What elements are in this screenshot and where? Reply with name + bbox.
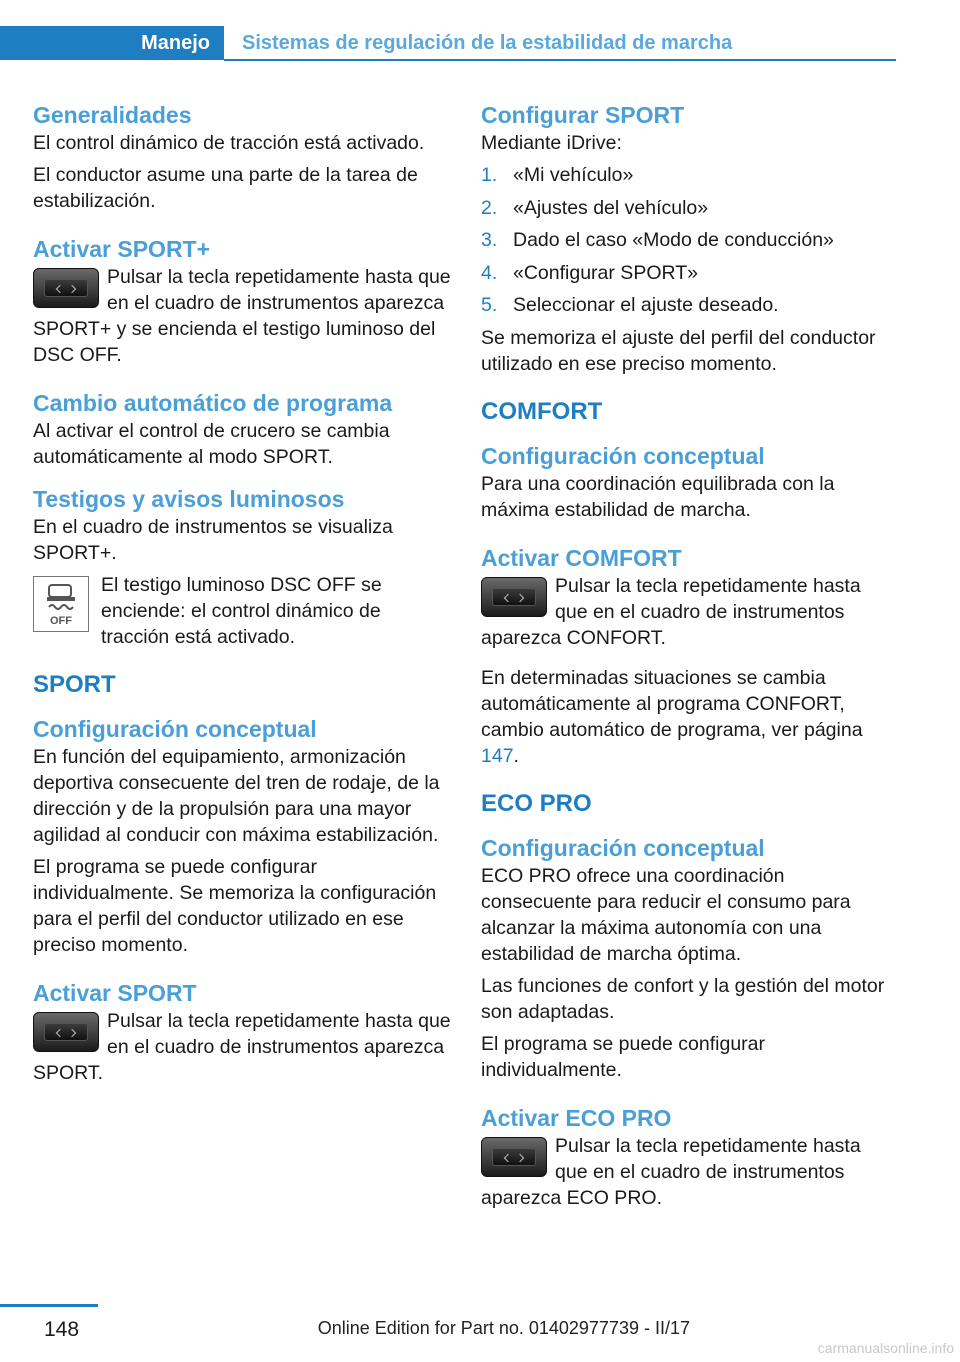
driving-mode-button-icon — [481, 577, 547, 617]
heading-comfort: COMFORT — [481, 397, 603, 425]
heading-activar-sport-plus: Activar SPORT+ — [33, 236, 211, 262]
right-column — [481, 100, 897, 1211]
heading-configurar-sport: Configurar SPORT — [481, 102, 685, 128]
paragraph: En función del equipamiento, armonización deportiva consecuente del tren de rodaje, de la dirección y de la propulsión para una mayor agilidad al conducir con máxima estabilización. — [33, 746, 440, 846]
paragraph: Mediante iDrive: — [481, 132, 622, 154]
driving-mode-button-icon — [33, 268, 99, 308]
heading-sport: SPORT — [33, 671, 116, 698]
section-tab: Manejo — [0, 26, 224, 60]
list-item: 1. «Mi vehículo» — [481, 164, 634, 186]
list-item: 3. Dado el caso «Modo de conducción» — [481, 229, 834, 251]
paragraph: En el cuadro de instrumentos se visualiza SPORT+. — [33, 516, 393, 564]
heading-testigos: Testigos y avisos luminosos — [33, 486, 345, 512]
watermark: carmanualsonline.info — [817, 1340, 954, 1356]
paragraph: El control dinámico de tracción está activado. — [33, 132, 425, 154]
heading-configuracion-eco-pro: Configuración conceptual — [481, 834, 765, 861]
chapter-title: Sistemas de regulación de la estabilidad de marcha — [242, 32, 733, 54]
heading-cambio-automatico: Cambio automático de programa — [33, 390, 393, 416]
instruction-block — [481, 573, 897, 651]
dsc-off-icon-label: OFF — [50, 615, 72, 627]
heading-generalidades: Generalidades — [33, 102, 192, 128]
paragraph: El testigo luminoso DSC OFF se enciende: el control dinámico de tracción está activado. — [101, 574, 382, 648]
driving-mode-button-icon — [481, 1137, 547, 1177]
steps-list — [481, 162, 897, 318]
instruction-block — [33, 1008, 451, 1086]
paragraph: Pulsar la tecla repetidamente hasta que en el cuadro de instrumentos aparezca ECO PRO. — [481, 1134, 861, 1209]
paragraph: El conductor asume una parte de la tarea de estabilización. — [33, 164, 418, 212]
paragraph: Al activar el control de crucero se cambia automáticamente al modo SPORT. — [33, 420, 390, 468]
left-column — [33, 100, 451, 1086]
list-item: 5. Seleccionar el ajuste deseado. — [481, 294, 779, 316]
paragraph: Se memoriza el ajuste del perfil del conductor utilizado en ese preciso momento. — [481, 326, 876, 375]
heading-configuracion-sport: Configuración conceptual — [33, 716, 317, 742]
indicator-block — [33, 572, 451, 650]
paragraph: El programa se puede configurar individualmente. Se memoriza la configuración para el perfil del conductor utilizado en ese preciso momento. — [33, 856, 437, 956]
heading-eco-pro: ECO PRO — [481, 789, 592, 817]
page-reference-link[interactable]: 147 — [481, 744, 514, 767]
instruction-block — [481, 1133, 897, 1211]
paragraph: Pulsar la tecla repetidamente hasta que en el cuadro de instrumentos aparezca CONFORT. — [481, 574, 861, 649]
paragraph: Pulsar la tecla repetidamente hasta que en el cuadro de instrumentos aparezca SPORT+ y se encienda el testigo luminoso del DSC OFF. — [33, 266, 451, 366]
edition-note: Online Edition for Part no. 01402977739 - II/17 — [317, 1318, 690, 1338]
instruction-block — [33, 264, 451, 368]
footer-rule — [0, 1304, 98, 1307]
page-header — [0, 26, 896, 62]
paragraph: En determinadas situaciones se cambia automáticamente al programa CONFORT, cambio automático de programa, ver página 147. — [481, 666, 863, 767]
paragraph: Las funciones de confort y la gestión del motor son adaptadas. — [481, 974, 885, 1023]
heading-configuracion-comfort: Configuración conceptual — [481, 442, 765, 469]
page-number: 148 — [44, 1318, 80, 1341]
paragraph: El programa se puede configurar individualmente. — [481, 1032, 765, 1081]
driving-mode-button-icon — [33, 1012, 99, 1052]
paragraph: Pulsar la tecla repetidamente hasta que en el cuadro de instrumentos aparezca SPORT. — [33, 1010, 451, 1084]
list-item: 4. «Configurar SPORT» — [481, 261, 698, 284]
heading-activar-comfort: Activar COMFORT — [481, 544, 682, 571]
heading-activar-eco-pro: Activar ECO PRO — [481, 1104, 672, 1131]
paragraph: ECO PRO ofrece una coordinación consecuente para reducir el consumo para alcanzar la máxima autonomía con una estabilidad de marcha óptima. — [481, 864, 851, 965]
header-rule — [224, 59, 896, 61]
dsc-off-warning-icon — [33, 576, 89, 632]
list-item: 2. «Ajustes del vehículo» — [481, 196, 709, 219]
heading-activar-sport: Activar SPORT — [33, 980, 197, 1006]
paragraph: Para una coordinación equilibrada con la máxima estabilidad de marcha. — [481, 472, 835, 521]
